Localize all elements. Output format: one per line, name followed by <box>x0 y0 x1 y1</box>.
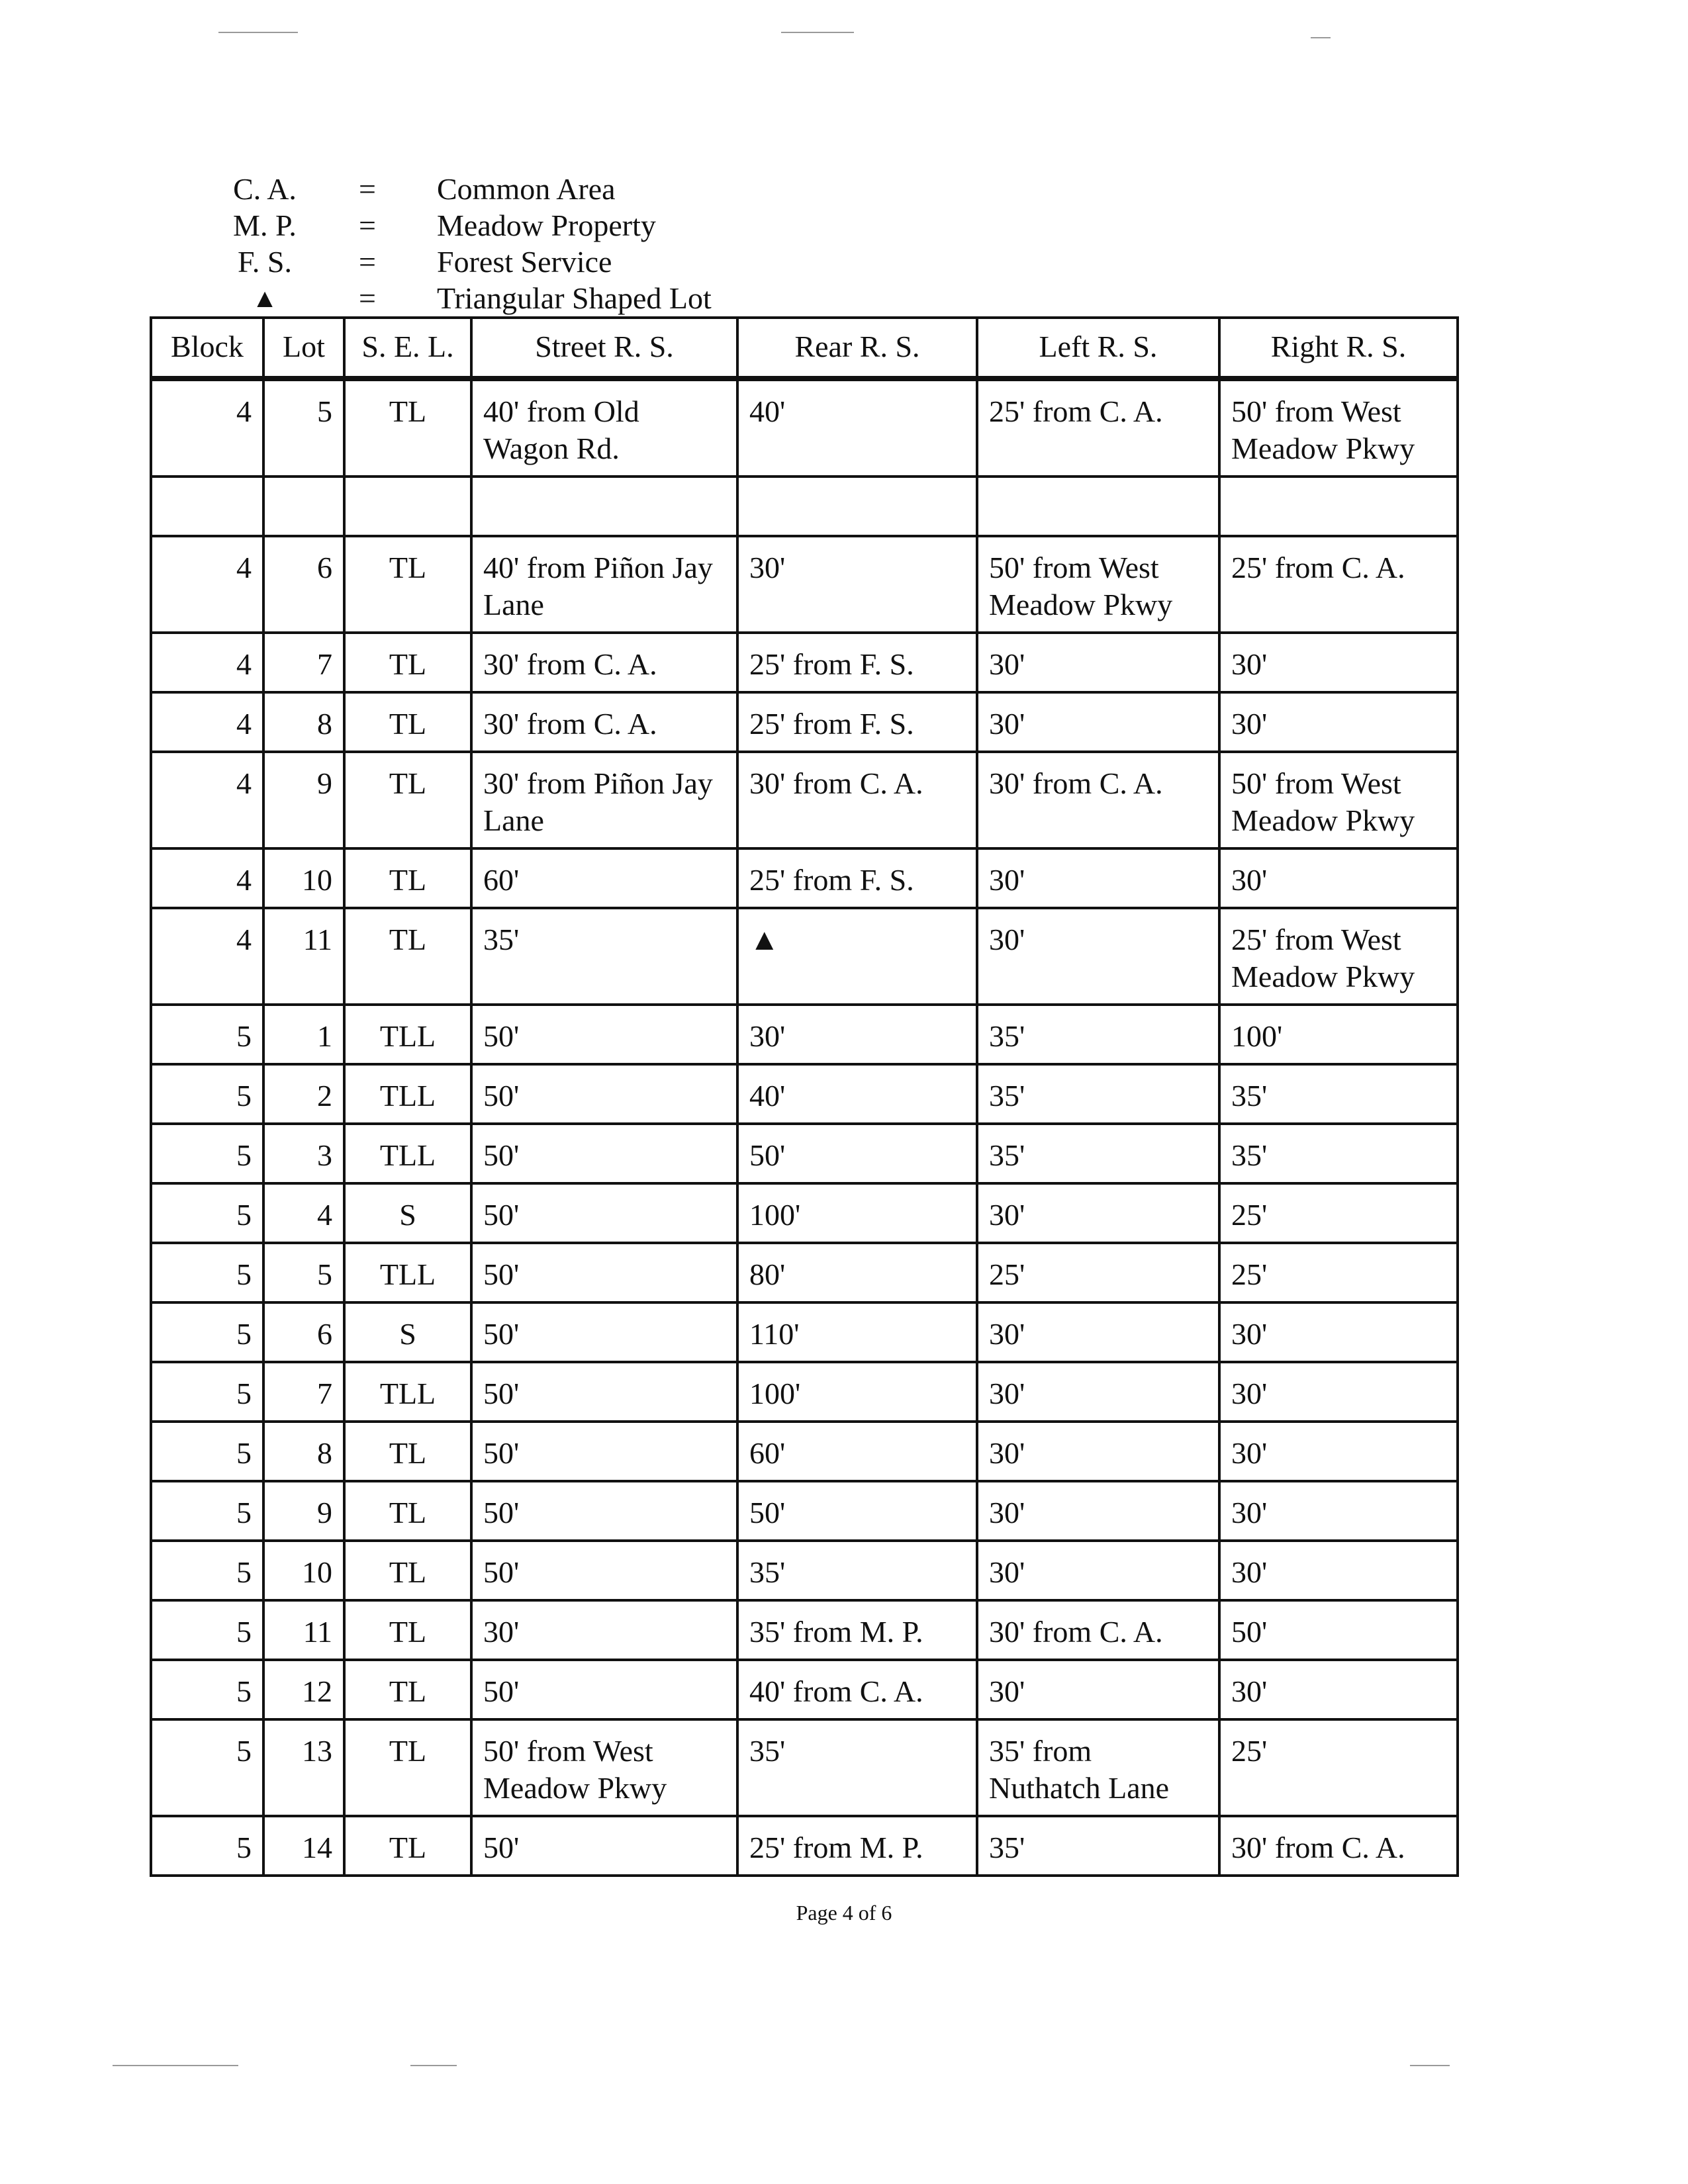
cell-rear-rs: 30' from C. A. <box>737 752 977 848</box>
cell-left-rs: 30' <box>977 848 1219 908</box>
cell-street-rs <box>471 477 737 536</box>
table-row <box>151 1064 1458 1124</box>
cell-sel: TLL <box>344 1124 471 1183</box>
cell-block: 5 <box>151 1481 263 1541</box>
cell-sel: TL <box>344 1481 471 1541</box>
cell-sel: TL <box>344 1660 471 1719</box>
cell-sel: TL <box>344 633 471 692</box>
cell-lot: 9 <box>263 1481 344 1541</box>
cell-left-rs: 30' <box>977 1362 1219 1422</box>
cell-lot: 11 <box>263 1600 344 1660</box>
cell-sel: S <box>344 1302 471 1362</box>
table-row <box>151 1183 1458 1243</box>
table-row <box>151 1816 1458 1876</box>
cell-street-rs: 50' <box>471 1422 737 1481</box>
cell-left-rs: 30' <box>977 1302 1219 1362</box>
cell-right-rs: 50' from West Meadow Pkwy <box>1219 752 1458 848</box>
cell-right-rs: 30' <box>1219 633 1458 692</box>
cell-left-rs: 25' from C. A. <box>977 379 1219 477</box>
cell-street-rs: 50' <box>471 1816 737 1876</box>
cell-street-rs: 30' from Piñon Jay Lane <box>471 752 737 848</box>
cell-rear-rs: 25' from F. S. <box>737 692 977 752</box>
cell-left-rs: 35' <box>977 1064 1219 1124</box>
legend-abbreviation: C. A. <box>233 172 297 206</box>
cell-sel: TL <box>344 1600 471 1660</box>
cell-block: 5 <box>151 1183 263 1243</box>
cell-block: 5 <box>151 1541 263 1600</box>
cell-left-rs: 35' <box>977 1816 1219 1876</box>
header-left-rs: Left R. S. <box>977 318 1219 379</box>
cell-right-rs: 35' <box>1219 1064 1458 1124</box>
cell-left-rs <box>977 477 1219 536</box>
cell-street-rs: 40' from Piñon Jay Lane <box>471 536 737 633</box>
table-row <box>151 1302 1458 1362</box>
legend-equals: = <box>359 281 376 315</box>
cell-left-rs: 30' <box>977 1183 1219 1243</box>
cell-right-rs: 25' from West Meadow Pkwy <box>1219 908 1458 1005</box>
cell-street-rs: 50' <box>471 1481 737 1541</box>
cell-left-rs: 25' <box>977 1243 1219 1302</box>
cell-rear-rs: 30' <box>737 1005 977 1064</box>
table-row <box>151 1124 1458 1183</box>
cell-lot: 2 <box>263 1064 344 1124</box>
cell-lot: 6 <box>263 1302 344 1362</box>
cell-block: 5 <box>151 1064 263 1124</box>
cell-right-rs: 30' <box>1219 1302 1458 1362</box>
cell-block: 5 <box>151 1600 263 1660</box>
cell-right-rs: 30' from C. A. <box>1219 1816 1458 1876</box>
table-row <box>151 848 1458 908</box>
cell-right-rs: 30' <box>1219 1362 1458 1422</box>
cell-lot: 14 <box>263 1816 344 1876</box>
cell-block: 4 <box>151 752 263 848</box>
cell-rear-rs: 60' <box>737 1422 977 1481</box>
legend-equals: = <box>359 172 376 206</box>
cell-lot: 12 <box>263 1660 344 1719</box>
cell-left-rs: 30' <box>977 1481 1219 1541</box>
cell-block: 4 <box>151 633 263 692</box>
legend-meaning: Common Area <box>437 172 616 206</box>
cell-block: 5 <box>151 1005 263 1064</box>
cell-lot: 5 <box>263 379 344 477</box>
cell-right-rs: 25' <box>1219 1183 1458 1243</box>
cell-sel: TL <box>344 1422 471 1481</box>
cell-rear-rs: 40' <box>737 1064 977 1124</box>
scan-artifact-bottom <box>113 2065 238 2066</box>
cell-right-rs: 25' from C. A. <box>1219 536 1458 633</box>
cell-block: 4 <box>151 536 263 633</box>
cell-rear-rs: 80' <box>737 1243 977 1302</box>
legend-abbreviation: F. S. <box>238 245 292 279</box>
cell-rear-rs: 40' <box>737 379 977 477</box>
cell-rear-rs: 25' from F. S. <box>737 848 977 908</box>
table-row <box>151 536 1458 633</box>
cell-street-rs: 50' <box>471 1660 737 1719</box>
cell-street-rs: 50' <box>471 1243 737 1302</box>
header-lot: Lot <box>263 318 344 379</box>
cell-sel: TL <box>344 692 471 752</box>
cell-street-rs: 30' <box>471 1600 737 1660</box>
cell-right-rs: 30' <box>1219 1481 1458 1541</box>
cell-block: 4 <box>151 379 263 477</box>
legend-meaning: Triangular Shaped Lot <box>437 281 712 315</box>
cell-lot: 3 <box>263 1124 344 1183</box>
cell-street-rs: 50' <box>471 1541 737 1600</box>
table-row <box>151 1541 1458 1600</box>
cell-lot <box>263 477 344 536</box>
cell-left-rs: 30' <box>977 692 1219 752</box>
legend-abbreviation: M. P. <box>233 208 297 242</box>
cell-left-rs: 30' <box>977 633 1219 692</box>
cell-rear-rs: 25' from M. P. <box>737 1816 977 1876</box>
cell-rear-rs: 35' <box>737 1719 977 1816</box>
header-block: Block <box>151 318 263 379</box>
cell-left-rs: 30' <box>977 1541 1219 1600</box>
triangle-icon: ▲ <box>252 283 278 313</box>
cell-lot: 8 <box>263 692 344 752</box>
cell-block: 5 <box>151 1124 263 1183</box>
cell-lot: 4 <box>263 1183 344 1243</box>
table-row <box>151 1481 1458 1541</box>
scan-artifact-top <box>781 32 854 33</box>
legend-equals: = <box>359 245 376 279</box>
cell-left-rs: 50' from West Meadow Pkwy <box>977 536 1219 633</box>
cell-rear-rs: 35' <box>737 1541 977 1600</box>
cell-block <box>151 477 263 536</box>
cell-lot: 13 <box>263 1719 344 1816</box>
cell-sel: TL <box>344 752 471 848</box>
cell-block: 5 <box>151 1243 263 1302</box>
cell-sel: S <box>344 1183 471 1243</box>
cell-street-rs: 50' <box>471 1302 737 1362</box>
cell-rear-rs: 100' <box>737 1362 977 1422</box>
cell-lot: 7 <box>263 1362 344 1422</box>
cell-rear-rs: 50' <box>737 1481 977 1541</box>
cell-block: 4 <box>151 848 263 908</box>
cell-block: 4 <box>151 692 263 752</box>
scan-artifact-bottom <box>410 2065 457 2066</box>
cell-block: 5 <box>151 1362 263 1422</box>
cell-right-rs: 30' <box>1219 692 1458 752</box>
table-row <box>151 1719 1458 1816</box>
cell-left-rs: 30' <box>977 1660 1219 1719</box>
cell-sel: TL <box>344 1719 471 1816</box>
cell-rear-rs: 50' <box>737 1124 977 1183</box>
table-row <box>151 1422 1458 1481</box>
cell-right-rs: 25' <box>1219 1243 1458 1302</box>
cell-lot: 8 <box>263 1422 344 1481</box>
table-row-empty <box>151 477 1458 536</box>
header-street-rs: Street R. S. <box>471 318 737 379</box>
header-rear-rs: Rear R. S. <box>737 318 977 379</box>
table-row <box>151 1660 1458 1719</box>
cell-right-rs: 100' <box>1219 1005 1458 1064</box>
table-row <box>151 1600 1458 1660</box>
cell-sel: TL <box>344 908 471 1005</box>
legend-meaning: Forest Service <box>437 245 612 279</box>
cell-street-rs: 30' from C. A. <box>471 633 737 692</box>
cell-sel: TL <box>344 379 471 477</box>
cell-right-rs: 30' <box>1219 848 1458 908</box>
scan-artifact-top <box>1311 37 1331 38</box>
cell-street-rs: 40' from Old Wagon Rd. <box>471 379 737 477</box>
cell-lot: 9 <box>263 752 344 848</box>
cell-lot: 5 <box>263 1243 344 1302</box>
cell-left-rs: 30' from C. A. <box>977 752 1219 848</box>
table-row <box>151 1243 1458 1302</box>
table-row <box>151 692 1458 752</box>
legend-equals: = <box>359 208 376 242</box>
cell-block: 5 <box>151 1302 263 1362</box>
cell-lot: 11 <box>263 908 344 1005</box>
cell-right-rs: 25' <box>1219 1719 1458 1816</box>
cell-sel: TLL <box>344 1005 471 1064</box>
cell-right-rs: 30' <box>1219 1660 1458 1719</box>
cell-street-rs: 30' from C. A. <box>471 692 737 752</box>
page-number: Page 4 of 6 <box>796 1901 892 1925</box>
cell-rear-rs: 25' from F. S. <box>737 633 977 692</box>
table-row <box>151 633 1458 692</box>
cell-sel <box>344 477 471 536</box>
cell-street-rs: 50' <box>471 1064 737 1124</box>
cell-block: 4 <box>151 908 263 1005</box>
table-row <box>151 908 1458 1005</box>
cell-sel: TL <box>344 1816 471 1876</box>
cell-sel: TL <box>344 1541 471 1600</box>
cell-sel: TLL <box>344 1362 471 1422</box>
cell-left-rs: 30' <box>977 908 1219 1005</box>
cell-street-rs: 50' <box>471 1183 737 1243</box>
cell-block: 5 <box>151 1660 263 1719</box>
cell-rear-rs: 35' from M. P. <box>737 1600 977 1660</box>
cell-rear-rs: 40' from C. A. <box>737 1660 977 1719</box>
cell-sel: TL <box>344 536 471 633</box>
cell-block: 5 <box>151 1719 263 1816</box>
header-right-rs: Right R. S. <box>1219 318 1458 379</box>
table-header-row <box>151 318 1458 379</box>
cell-block: 5 <box>151 1422 263 1481</box>
table-row <box>151 1005 1458 1064</box>
setback-table <box>150 316 1459 1877</box>
cell-street-rs: 35' <box>471 908 737 1005</box>
cell-left-rs: 35' from Nuthatch Lane <box>977 1719 1219 1816</box>
cell-street-rs: 50' <box>471 1124 737 1183</box>
cell-rear-rs: 30' <box>737 536 977 633</box>
cell-left-rs: 30' <box>977 1422 1219 1481</box>
triangle-icon: ▲ <box>737 908 977 1005</box>
cell-left-rs: 30' from C. A. <box>977 1600 1219 1660</box>
legend-meaning: Meadow Property <box>437 208 656 242</box>
table-row <box>151 379 1458 477</box>
cell-lot: 1 <box>263 1005 344 1064</box>
cell-rear-rs <box>737 477 977 536</box>
cell-street-rs: 50' from West Meadow Pkwy <box>471 1719 737 1816</box>
cell-lot: 6 <box>263 536 344 633</box>
cell-right-rs: 50' <box>1219 1600 1458 1660</box>
cell-right-rs: 50' from West Meadow Pkwy <box>1219 379 1458 477</box>
header-sel: S. E. L. <box>344 318 471 379</box>
cell-street-rs: 50' <box>471 1005 737 1064</box>
cell-lot: 10 <box>263 848 344 908</box>
cell-street-rs: 50' <box>471 1362 737 1422</box>
cell-right-rs: 30' <box>1219 1422 1458 1481</box>
scan-artifact-top <box>218 32 298 33</box>
cell-sel: TLL <box>344 1064 471 1124</box>
cell-right-rs: 30' <box>1219 1541 1458 1600</box>
cell-rear-rs: 110' <box>737 1302 977 1362</box>
cell-block: 5 <box>151 1816 263 1876</box>
table-row <box>151 1362 1458 1422</box>
cell-lot: 10 <box>263 1541 344 1600</box>
cell-street-rs: 60' <box>471 848 737 908</box>
cell-left-rs: 35' <box>977 1005 1219 1064</box>
cell-left-rs: 35' <box>977 1124 1219 1183</box>
cell-rear-rs: 100' <box>737 1183 977 1243</box>
cell-right-rs: 35' <box>1219 1124 1458 1183</box>
cell-right-rs <box>1219 477 1458 536</box>
scan-artifact-bottom <box>1410 2065 1450 2066</box>
cell-sel: TL <box>344 848 471 908</box>
cell-sel: TLL <box>344 1243 471 1302</box>
table-row <box>151 752 1458 848</box>
cell-lot: 7 <box>263 633 344 692</box>
